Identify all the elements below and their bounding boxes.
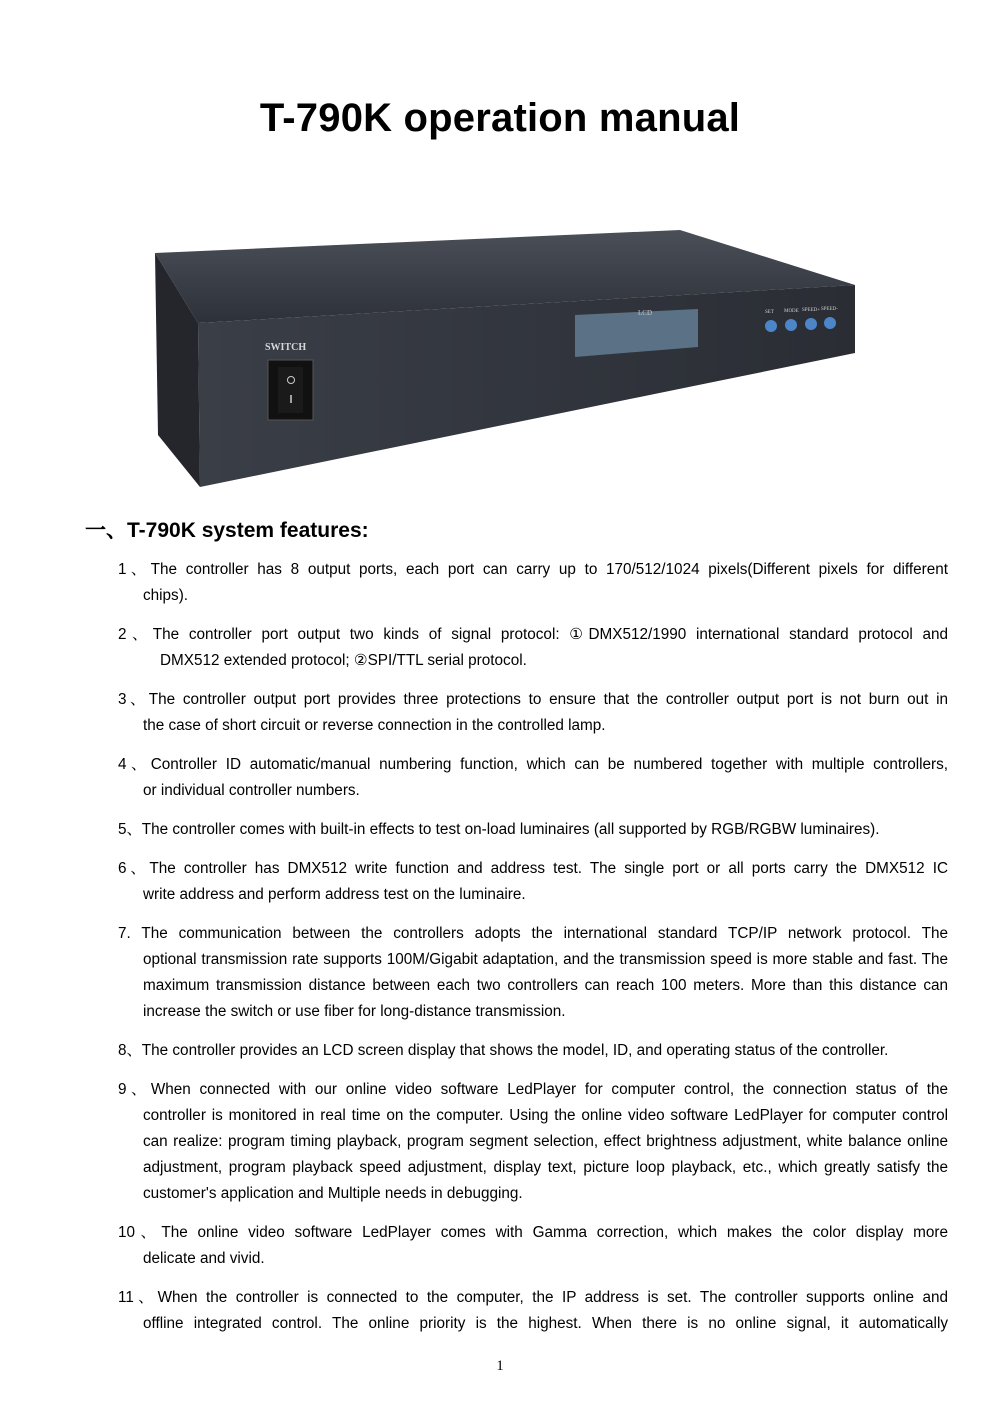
list-item: 10、The online video software LedPlayer comes with Gamma correction, which makes the color display more delicate and vivid. bbox=[118, 1224, 948, 1267]
page-title: T-790K operation manual bbox=[259, 96, 741, 140]
list-item: 9、When connected with our online video software LedPlayer for computer control, the connection status of the controller is monitored in real time on the computer. Using the online video software LedPlayer for computer control can realize: program timing playback, program segment selection, effect brightness adjustment, white balance online adjustment, program playback speed adjustment, display text, picture loop playback, etc., which greatly satisfy the customer's application and Multiple needs in debugging. bbox=[118, 1081, 948, 1202]
speed-up-label: SPEED+ bbox=[802, 308, 821, 313]
lcd-label: LCD bbox=[638, 309, 652, 317]
mode-label: MODE bbox=[784, 309, 799, 314]
list-item: 6、The controller has DMX512 write function and address test. The single port or all ports carry the DMX512 IC write address and perform address test on the luminaire. bbox=[118, 860, 948, 903]
list-item: 8、The controller provides an LCD screen display that shows the model, ID, and operating status of the controller. bbox=[118, 1042, 889, 1059]
product-photo bbox=[150, 205, 860, 495]
list-item: 3、The controller output port provides three protections to ensure that the controller output port is not burn out in the case of short circuit or reverse connection in the controlled lamp. bbox=[118, 691, 948, 734]
switch-label: SWITCH bbox=[265, 342, 307, 353]
list-item: 5、The controller comes with built-in effects to test on-load luminaires (all supported by RGB/RGBW luminaires). bbox=[118, 821, 880, 838]
page-number: 1 bbox=[496, 1358, 504, 1374]
list-item: 7. The communication between the controllers adopts the international standard TCP/IP network protocol. The optional transmission rate supports 100M/Gigabit adaptation, and the transmission speed is more stable and fast. The maximum transmission distance between each two controllers can reach 100 meters. More than this distance can increase the switch or use fiber for long-distance transmission. bbox=[118, 925, 948, 1020]
list-item: 2、The controller port output two kinds of signal protocol: ①DMX512/1990 international standard protocol and DMX512 extended protocol; ②SPI/TTL serial protocol. bbox=[118, 626, 948, 669]
section-heading: 一、T-790K system features: bbox=[85, 519, 369, 542]
set-label: SET bbox=[765, 310, 774, 315]
speed-down-label: SPEED- bbox=[821, 307, 838, 312]
feature-list bbox=[118, 557, 948, 1350]
list-item: 11、When the controller is connected to the computer, the IP address is set. The controller supports online and offline integrated control. The online priority is the highest. When there is no online signal, it automatically bbox=[118, 1289, 948, 1332]
list-item: 1、The controller has 8 output ports, each port can carry up to 170/512/1024 pixels(Different pixels for different chips). bbox=[118, 561, 948, 604]
list-item: 4、Controller ID automatic/manual numbering function, which can be numbered together with multiple controllers, or individual controller numbers. bbox=[118, 756, 948, 799]
